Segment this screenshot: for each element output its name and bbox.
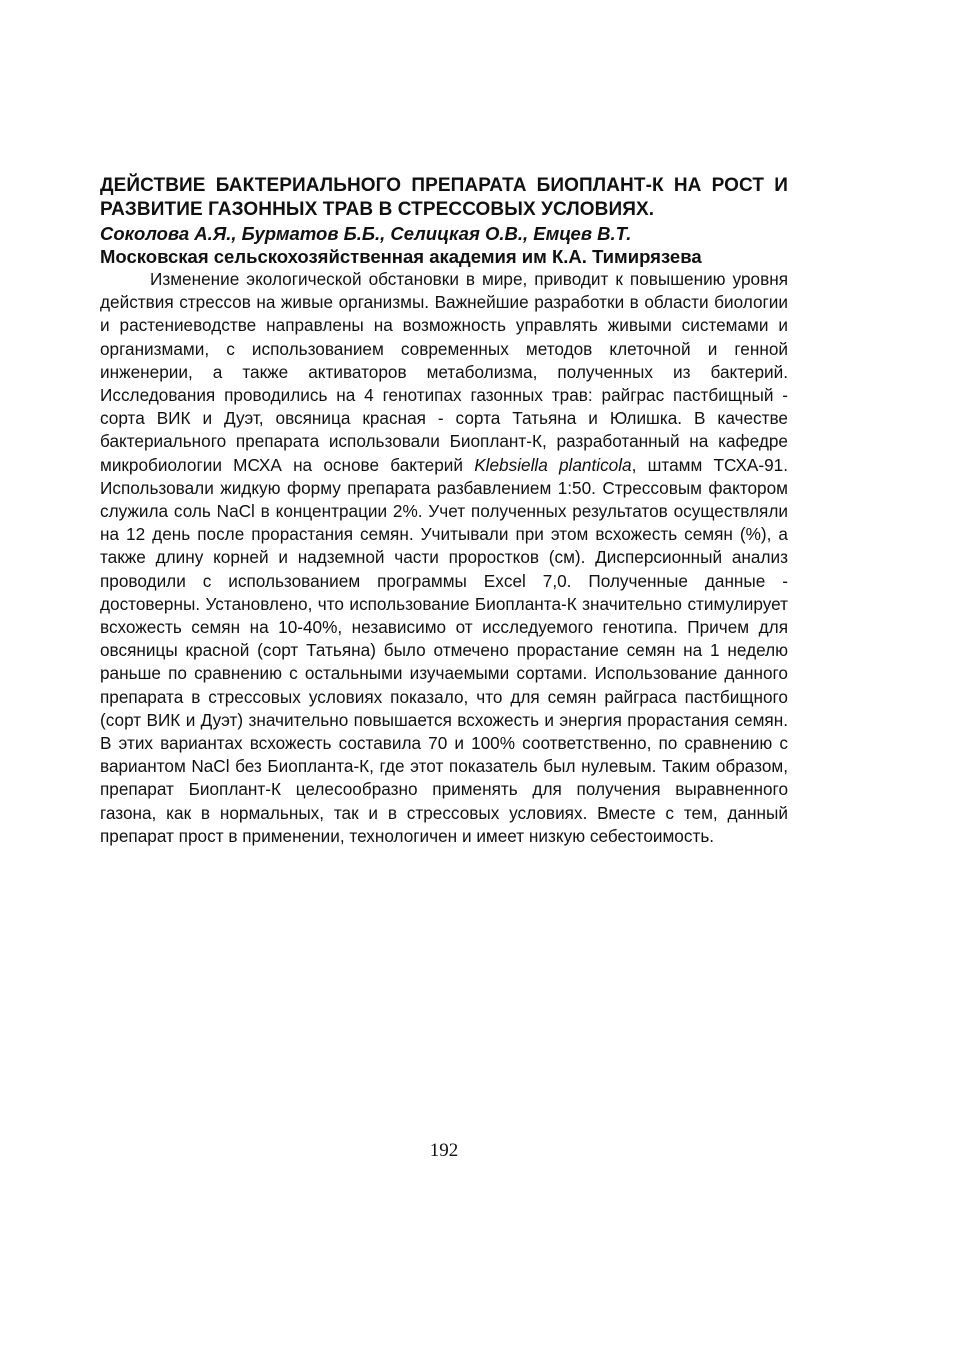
article-title: ДЕЙСТВИЕ БАКТЕРИАЛЬНОГО ПРЕПАРАТА БИОПЛАНТ-К НА РОСТ И РАЗВИТИЕ ГАЗОННЫХ ТРАВ В СТРЕССОВЫХ УСЛОВИЯХ.: [100, 175, 788, 220]
article: [100, 174, 788, 848]
body-species-name: Klebsiella planticola: [474, 454, 632, 475]
article-affiliation: Московская сельскохозяйственная академия им К.А. Тимирязева: [100, 246, 702, 267]
body-text-part-1: Изменение экологической обстановки в мире, приводит к повышению уровня действия стрессов на живые организмы. Важнейшие разработки в области биологии и растениеводстве направлены на возможность управлять живыми системами и организмами, с использованием современных методов клеточной и генной инженерии, а также активаторов метаболизма, полученных из бактерий. Исследования проводились на 4 генотипах газонных трав: райграс пастбищный - сорта ВИК и Дуэт, овсяница красная - сорта Татьяна и Юлишка. В качестве бактериального препарата использовали Биоплант-К, разработанный на кафедре микробиологии МСХА на основе бактерий: [100, 269, 788, 475]
page-number: 192: [429, 1140, 459, 1161]
body-text-part-2: , штамм ТСХА-91. Использовали жидкую форму препарата разбавлением 1:50. Стрессовым фактором служила соль NaCl в концентрации 2%. Учет полученных результатов осуществляли на 12 день после прорастания семян. Учитывали при этом всхожесть семян (%), а также длину корней и надземной части проростков (см). Дисперсионный анализ проводили с использованием программы Excel 7,0. Полученные данные - достоверны. Установлено, что использование Биопланта-К значительно стимулирует всхожесть семян на 10-40%, независимо от исследуемого генотипа. Причем для овсяницы красной (сорт Татьяна) было отмечено прорастание семян на 1 неделю раньше по сравнению с остальными изучаемыми сортами. Использование данного препарата в стрессовых условиях показало, что для семян райграса пастбищного (сорт ВИК и Дуэт) значительно повышается всхожесть и энергия прорастания семян. В этих вариантах всхожесть составила 70 и 100% соответственно, по сравнению с вариантом NaCl без Биопланта-К, где этот показатель был нулевым. Таким образом, препарат Биоплант-К целесообразно применять для получения выравненного газона, как в нормальных, так и в стрессовых условиях. Вместе с тем, данный препарат прост в применении, технологичен и имеет низкую себестоимость.: [100, 454, 788, 846]
article-body: [100, 268, 788, 848]
article-authors: Соколова А.Я., Бурматов Б.Б., Селицкая О.В., Емцев В.Т.: [100, 223, 632, 244]
